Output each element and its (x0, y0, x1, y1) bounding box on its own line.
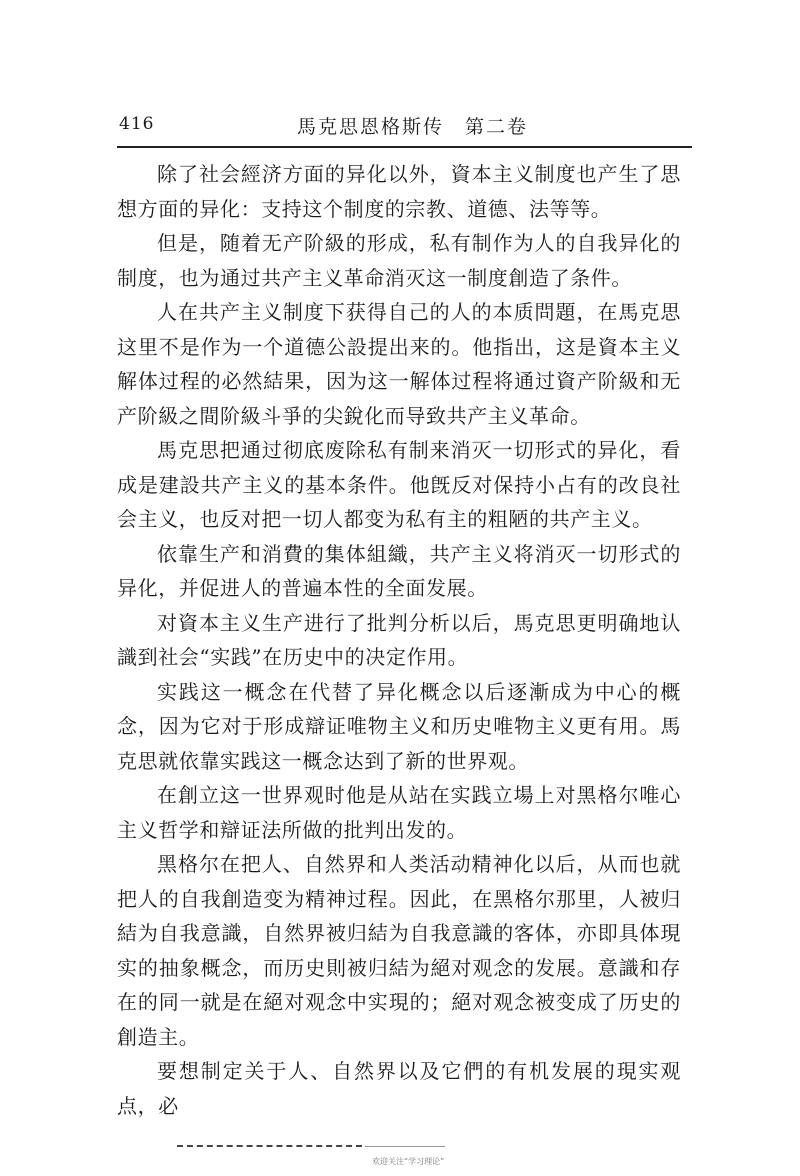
paragraph: 对資本主义生产进行了批判分析以后，馬克思更明确地认識到社会“实践”在历史中的决定作用。 (117, 610, 681, 669)
paragraph: 除了社会經济方面的异化以外，資本主义制度也产生了思想方面的异化：支持这个制度的宗教、道德、法等等。 (117, 162, 681, 221)
running-title: 馬克思恩格斯传 第二卷 (297, 116, 529, 138)
paragraph: 黑格尔在把人、自然界和人类活动精神化以后，从而也就把人的自我創造变为精神过程。因此，在黑格尔那里，人被归結为自我意識，自然界被归結为自我意識的客体，亦即具体現实的抽象概念，而历史則被归結为絕对观念的发展。意識和存在的同一就是在絕对观念中实現的；絕对观念被变成了历史的創造主。 (117, 852, 681, 1049)
body-text (117, 157, 681, 1123)
header-rule (117, 146, 692, 148)
footer-rule (177, 1145, 362, 1147)
paragraph: 人在共产主义制度下获得自己的人的本质問題，在馬克思这里不是作为一个道德公設提出来的。他指出，这是資本主义解体过程的必然結果，因为这一解体过程将通过資产阶級和无产阶級之間阶級斗爭的尖銳化而导致共产主义革命。 (117, 300, 681, 428)
paragraph: 要想制定关于人、自然界以及它們的有机发展的現实观点，必 (117, 1059, 681, 1118)
paragraph: 馬克思把通过彻底废除私有制来消灭一切形式的异化，看成是建設共产主义的基本条件。他旣反对保持小占有的改良社会主义，也反对把一切人都变为私有主的粗陋的共产主义。 (117, 438, 681, 531)
footer-rule-secondary (365, 1146, 445, 1147)
paragraph: 实践这一概念在代替了异化概念以后逐漸成为中心的概念，因为它对于形成辯证唯物主义和历史唯物主义更有用。馬克思就依靠实践这一概念达到了新的世界观。 (117, 679, 681, 773)
watermark-text: 欢迎关注“学习理论” (372, 1157, 445, 1166)
paragraph: 但是，随着无产阶級的形成，私有制作为人的自我异化的制度，也为通过共产主义革命消灭这一制度創造了条件。 (117, 231, 681, 290)
paragraph: 在創立这一世界观时他是从站在实践立場上对黑格尔唯心主义哲学和辯证法所做的批判出发的。 (117, 783, 681, 842)
page-number: 416 (119, 114, 155, 134)
paragraph: 依靠生产和消費的集体組織，共产主义将消灭一切形式的异化，并促进人的普遍本性的全面发展。 (117, 541, 681, 600)
page-header (117, 112, 697, 142)
